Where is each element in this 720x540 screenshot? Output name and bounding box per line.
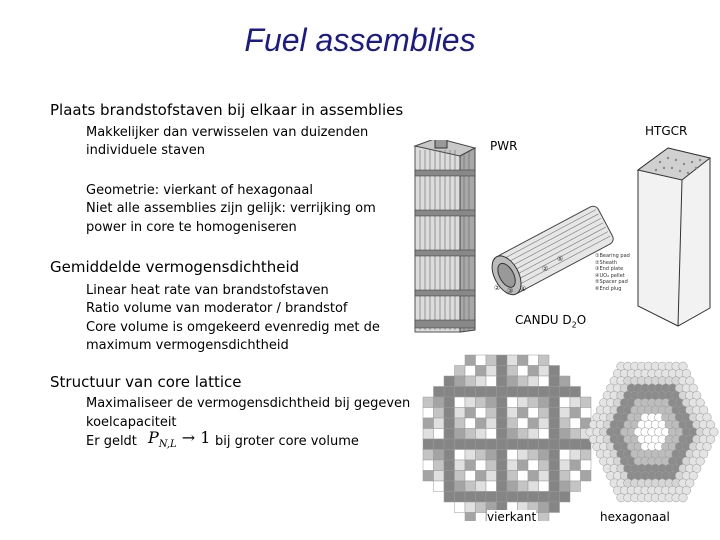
square-lattice-cell bbox=[465, 376, 476, 387]
square-lattice-cell bbox=[486, 429, 497, 440]
square-lattice-cell bbox=[539, 429, 550, 440]
formula-arrow: → bbox=[181, 428, 196, 447]
square-lattice-cell bbox=[486, 492, 497, 503]
bullet-heading-assemblies: Plaats brandstofstaven bij elkaar in assemblies bbox=[50, 101, 404, 119]
square-lattice-cell bbox=[465, 408, 476, 419]
sub-bullet-line: Er geldt bbox=[86, 434, 137, 449]
square-lattice-cell bbox=[455, 460, 466, 471]
square-lattice-cell bbox=[465, 450, 476, 461]
candu-legend-item: ⑥End plug bbox=[595, 285, 622, 292]
square-lattice-cell bbox=[539, 513, 550, 522]
square-lattice-cell bbox=[518, 429, 529, 440]
square-lattice-cell bbox=[486, 387, 497, 398]
square-lattice-cell bbox=[434, 397, 445, 408]
square-lattice-cell bbox=[497, 366, 508, 377]
square-lattice-cell bbox=[528, 355, 539, 366]
square-lattice-cell bbox=[476, 397, 487, 408]
sub-bullet-line: Core volume is omgekeerd evenredig met de bbox=[86, 320, 380, 335]
square-lattice-cell bbox=[486, 366, 497, 377]
square-lattice-cell bbox=[486, 471, 497, 482]
square-lattice-cell bbox=[570, 439, 581, 450]
square-lattice-cell bbox=[476, 460, 487, 471]
label-hex: hexagonaal bbox=[600, 510, 670, 524]
square-lattice-cell bbox=[497, 471, 508, 482]
square-lattice-cell bbox=[476, 429, 487, 440]
label-candu bbox=[515, 313, 586, 329]
square-lattice-cell bbox=[465, 513, 476, 522]
square-lattice-cell bbox=[476, 418, 487, 429]
square-lattice-cell bbox=[423, 397, 434, 408]
square-lattice-cell bbox=[444, 450, 455, 461]
square-lattice-cell bbox=[528, 439, 539, 450]
square-lattice-cell bbox=[570, 460, 581, 471]
square-lattice-cell bbox=[455, 450, 466, 461]
square-lattice-cell bbox=[486, 439, 497, 450]
square-lattice-cell bbox=[560, 439, 571, 450]
square-lattice-cell bbox=[560, 460, 571, 471]
square-lattice-cell bbox=[465, 429, 476, 440]
square-lattice-cell bbox=[497, 492, 508, 503]
square-lattice-cell bbox=[518, 366, 529, 377]
square-lattice-cell bbox=[549, 439, 560, 450]
square-lattice-cell bbox=[560, 418, 571, 429]
square-lattice-cell bbox=[528, 429, 539, 440]
sub-bullet-line: Makkelijker dan verwisselen van duizenden bbox=[86, 125, 369, 140]
square-lattice-cell bbox=[518, 387, 529, 398]
square-lattice-cell bbox=[476, 355, 487, 366]
square-lattice-cell bbox=[434, 450, 445, 461]
pwr-assembly-image bbox=[405, 140, 485, 340]
square-lattice-cell bbox=[539, 366, 550, 377]
candu-legend-item: ④UO₂ pellet bbox=[595, 272, 625, 279]
square-lattice-cell bbox=[486, 450, 497, 461]
square-lattice-cell bbox=[570, 471, 581, 482]
square-lattice-cell bbox=[507, 450, 518, 461]
label-htgcr: HTGCR bbox=[645, 124, 688, 138]
square-lattice-cell bbox=[476, 481, 487, 492]
label-candu-sub: 2 bbox=[571, 320, 577, 330]
square-lattice-cell bbox=[434, 408, 445, 419]
square-lattice-cell bbox=[486, 376, 497, 387]
square-lattice-cell bbox=[476, 513, 487, 522]
formula bbox=[148, 428, 210, 450]
square-lattice-cell bbox=[518, 376, 529, 387]
square-lattice-core-map bbox=[421, 353, 593, 521]
square-lattice-cell bbox=[570, 387, 581, 398]
square-lattice-cell bbox=[476, 387, 487, 398]
square-lattice-cell bbox=[465, 460, 476, 471]
square-lattice-cell bbox=[560, 387, 571, 398]
square-lattice-cell bbox=[434, 429, 445, 440]
square-lattice-cell bbox=[549, 429, 560, 440]
square-lattice-cell bbox=[434, 460, 445, 471]
square-lattice-cell bbox=[465, 471, 476, 482]
square-lattice-cell bbox=[549, 418, 560, 429]
square-lattice-cell bbox=[528, 492, 539, 503]
square-lattice-cell bbox=[455, 471, 466, 482]
square-lattice-cell bbox=[560, 429, 571, 440]
square-lattice-cell bbox=[539, 408, 550, 419]
candu-legend-item: ①Bearing pad bbox=[595, 253, 630, 259]
square-lattice-cell bbox=[570, 418, 581, 429]
square-lattice-cell bbox=[528, 397, 539, 408]
square-lattice-cell bbox=[455, 376, 466, 387]
square-lattice-cell bbox=[539, 471, 550, 482]
square-lattice-cell bbox=[476, 439, 487, 450]
square-lattice-cell bbox=[507, 366, 518, 377]
formula-value: 1 bbox=[200, 428, 211, 447]
square-lattice-cell bbox=[486, 397, 497, 408]
square-lattice-cell bbox=[560, 492, 571, 503]
square-lattice-cell bbox=[518, 418, 529, 429]
square-lattice-cell bbox=[518, 471, 529, 482]
square-lattice-cell bbox=[539, 439, 550, 450]
square-lattice-cell bbox=[528, 418, 539, 429]
square-lattice-cell bbox=[444, 481, 455, 492]
formula-subscript: N,L bbox=[158, 439, 177, 451]
square-lattice-cell bbox=[528, 471, 539, 482]
sub-bullet-line: Maximaliseer de vermogensdichtheid bij gegeven bbox=[86, 396, 411, 411]
square-lattice-cell bbox=[518, 439, 529, 450]
square-lattice-cell bbox=[528, 376, 539, 387]
candu-callout: ② bbox=[494, 284, 501, 292]
square-lattice-cell bbox=[528, 408, 539, 419]
square-lattice-cell bbox=[549, 492, 560, 503]
square-lattice-cell bbox=[486, 460, 497, 471]
square-lattice-cell bbox=[528, 460, 539, 471]
square-lattice-cell bbox=[444, 471, 455, 482]
square-lattice-cell bbox=[465, 397, 476, 408]
square-lattice-cell bbox=[549, 376, 560, 387]
square-lattice-cell bbox=[497, 376, 508, 387]
square-lattice-cell bbox=[507, 439, 518, 450]
square-lattice-cell bbox=[423, 439, 434, 450]
square-lattice-cell bbox=[518, 408, 529, 419]
square-lattice-cell bbox=[539, 502, 550, 513]
square-lattice-cell bbox=[518, 355, 529, 366]
square-lattice-cell bbox=[570, 450, 581, 461]
sub-bullet-line: bij groter core volume bbox=[215, 434, 359, 449]
sub-bullet-line: maximum vermogensdichtheid bbox=[86, 338, 289, 353]
square-lattice-cell bbox=[455, 418, 466, 429]
square-lattice-cell bbox=[434, 387, 445, 398]
square-lattice-cell bbox=[465, 418, 476, 429]
square-lattice-cell bbox=[465, 366, 476, 377]
square-lattice-cell bbox=[434, 439, 445, 450]
square-lattice-cell bbox=[486, 408, 497, 419]
square-lattice-cell bbox=[549, 397, 560, 408]
sub-bullet-line: individuele staven bbox=[86, 143, 206, 158]
square-lattice-cell bbox=[570, 429, 581, 440]
square-lattice-cell bbox=[549, 387, 560, 398]
square-lattice-cell bbox=[560, 481, 571, 492]
square-lattice-cell bbox=[560, 450, 571, 461]
slide-title: Fuel assemblies bbox=[244, 22, 476, 58]
square-lattice-cell bbox=[434, 481, 445, 492]
hexagonal-lattice-cells bbox=[586, 362, 718, 502]
square-lattice-cell bbox=[518, 397, 529, 408]
square-lattice-cell bbox=[539, 450, 550, 461]
square-lattice-cell bbox=[476, 376, 487, 387]
square-lattice-cell bbox=[444, 460, 455, 471]
square-lattice-cell bbox=[497, 481, 508, 492]
square-lattice-cell bbox=[455, 502, 466, 513]
square-lattice-cell bbox=[455, 429, 466, 440]
square-lattice-cell bbox=[497, 429, 508, 440]
label-pwr: PWR bbox=[490, 139, 518, 153]
bullet-heading-lattice: Structuur van core lattice bbox=[50, 373, 242, 391]
square-lattice-cell bbox=[423, 450, 434, 461]
square-lattice-cell bbox=[570, 397, 581, 408]
square-lattice-cell bbox=[476, 366, 487, 377]
square-lattice-cell bbox=[455, 366, 466, 377]
candu-callout: ④ bbox=[520, 285, 527, 293]
square-lattice-cell bbox=[444, 408, 455, 419]
sub-bullet-line: power in core te homogeniseren bbox=[86, 220, 297, 235]
square-lattice-cell bbox=[465, 439, 476, 450]
square-lattice-cell bbox=[444, 397, 455, 408]
hexagonal-lattice-cell bbox=[679, 493, 688, 502]
sub-bullet-line: Linear heat rate van brandstofstaven bbox=[86, 283, 329, 298]
htgcr-block-image bbox=[630, 140, 718, 330]
square-lattice-cell bbox=[507, 471, 518, 482]
square-lattice-cell bbox=[497, 450, 508, 461]
square-lattice-cell bbox=[507, 397, 518, 408]
sub-bullet-line: Ratio volume van moderator / brandstof bbox=[86, 301, 348, 316]
square-lattice-cell bbox=[507, 376, 518, 387]
square-lattice-cell bbox=[486, 418, 497, 429]
square-lattice-cell bbox=[444, 376, 455, 387]
square-lattice-cell bbox=[455, 387, 466, 398]
square-lattice-cell bbox=[507, 460, 518, 471]
square-lattice-cell bbox=[560, 471, 571, 482]
square-lattice-cell bbox=[497, 460, 508, 471]
square-lattice-cell bbox=[476, 408, 487, 419]
label-candu-end: O bbox=[576, 313, 587, 327]
formula-symbol: P bbox=[148, 428, 159, 447]
square-lattice-cell bbox=[444, 439, 455, 450]
label-square: vierkant bbox=[487, 510, 537, 524]
candu-legend-item: ③End plate bbox=[595, 266, 624, 272]
square-lattice-cell bbox=[507, 481, 518, 492]
square-lattice-cell bbox=[560, 408, 571, 419]
candu-callout: ② bbox=[542, 265, 549, 273]
square-lattice-cell bbox=[507, 492, 518, 503]
square-lattice-cell bbox=[570, 481, 581, 492]
square-lattice-cell bbox=[539, 387, 550, 398]
square-lattice-cell bbox=[497, 397, 508, 408]
square-lattice-cell bbox=[423, 418, 434, 429]
hexagonal-lattice-core-map bbox=[585, 350, 720, 515]
square-lattice-cell bbox=[539, 492, 550, 503]
square-lattice-cell bbox=[539, 355, 550, 366]
square-lattice-cell bbox=[497, 387, 508, 398]
square-lattice-cell bbox=[476, 492, 487, 503]
square-lattice-cell bbox=[497, 439, 508, 450]
square-lattice-cell bbox=[528, 387, 539, 398]
square-lattice-cell bbox=[560, 376, 571, 387]
square-lattice-cell bbox=[507, 418, 518, 429]
square-lattice-cell bbox=[465, 481, 476, 492]
square-lattice-cell bbox=[434, 471, 445, 482]
square-lattice-cell bbox=[560, 397, 571, 408]
square-lattice-cell bbox=[455, 481, 466, 492]
square-lattice-cell bbox=[507, 429, 518, 440]
square-lattice-cell bbox=[465, 502, 476, 513]
square-lattice-cell bbox=[476, 450, 487, 461]
square-lattice-cell bbox=[455, 439, 466, 450]
candu-callout: ⑤ bbox=[557, 255, 564, 263]
candu-callout: ③ bbox=[507, 287, 514, 295]
square-lattice-cell bbox=[528, 481, 539, 492]
square-lattice-cell bbox=[518, 450, 529, 461]
square-lattice-cell bbox=[486, 481, 497, 492]
square-lattice-cell bbox=[539, 418, 550, 429]
square-lattice-cell bbox=[423, 471, 434, 482]
sub-bullet-line: Geometrie: vierkant of hexagonaal bbox=[86, 183, 313, 198]
square-lattice-cell bbox=[497, 418, 508, 429]
square-lattice-cell bbox=[549, 481, 560, 492]
square-lattice-cell bbox=[549, 450, 560, 461]
square-lattice-cell bbox=[444, 387, 455, 398]
square-lattice-cells bbox=[423, 355, 591, 521]
square-lattice-cell bbox=[444, 492, 455, 503]
square-lattice-cell bbox=[486, 355, 497, 366]
square-lattice-cell bbox=[549, 408, 560, 419]
square-lattice-cell bbox=[507, 355, 518, 366]
square-lattice-cell bbox=[549, 366, 560, 377]
square-lattice-cell bbox=[528, 450, 539, 461]
square-lattice-cell bbox=[444, 429, 455, 440]
square-lattice-cell bbox=[497, 355, 508, 366]
square-lattice-cell bbox=[465, 492, 476, 503]
sub-bullet-line: Niet alle assemblies zijn gelijk: verrijking om bbox=[86, 201, 376, 216]
bullet-heading-power-density: Gemiddelde vermogensdichtheid bbox=[50, 258, 300, 276]
square-lattice-cell bbox=[539, 481, 550, 492]
candu-legend bbox=[595, 253, 630, 292]
square-lattice-cell bbox=[497, 408, 508, 419]
square-lattice-cell bbox=[476, 502, 487, 513]
square-lattice-cell bbox=[570, 408, 581, 419]
square-lattice-cell bbox=[444, 418, 455, 429]
square-lattice-cell bbox=[476, 471, 487, 482]
square-lattice-cell bbox=[455, 397, 466, 408]
candu-legend-item: ②Sheath bbox=[595, 259, 618, 266]
square-lattice-cell bbox=[518, 460, 529, 471]
square-lattice-cell bbox=[455, 408, 466, 419]
square-lattice-cell bbox=[539, 460, 550, 471]
square-lattice-cell bbox=[549, 460, 560, 471]
square-lattice-cell bbox=[539, 397, 550, 408]
square-lattice-cell bbox=[423, 408, 434, 419]
square-lattice-cell bbox=[455, 492, 466, 503]
square-lattice-cell bbox=[549, 471, 560, 482]
candu-legend-item: ⑤Spacer pad bbox=[595, 279, 628, 285]
square-lattice-cell bbox=[434, 418, 445, 429]
square-lattice-cell bbox=[465, 387, 476, 398]
square-lattice-cell bbox=[423, 429, 434, 440]
label-candu-text: CANDU D bbox=[515, 313, 572, 327]
sub-bullet-line: koelcapaciteit bbox=[86, 415, 177, 430]
square-lattice-cell bbox=[423, 460, 434, 471]
square-lattice-cell bbox=[528, 366, 539, 377]
square-lattice-cell bbox=[539, 376, 550, 387]
square-lattice-cell bbox=[507, 387, 518, 398]
square-lattice-cell bbox=[507, 408, 518, 419]
square-lattice-cell bbox=[465, 355, 476, 366]
square-lattice-cell bbox=[518, 481, 529, 492]
square-lattice-cell bbox=[518, 492, 529, 503]
square-lattice-cell bbox=[549, 502, 560, 513]
